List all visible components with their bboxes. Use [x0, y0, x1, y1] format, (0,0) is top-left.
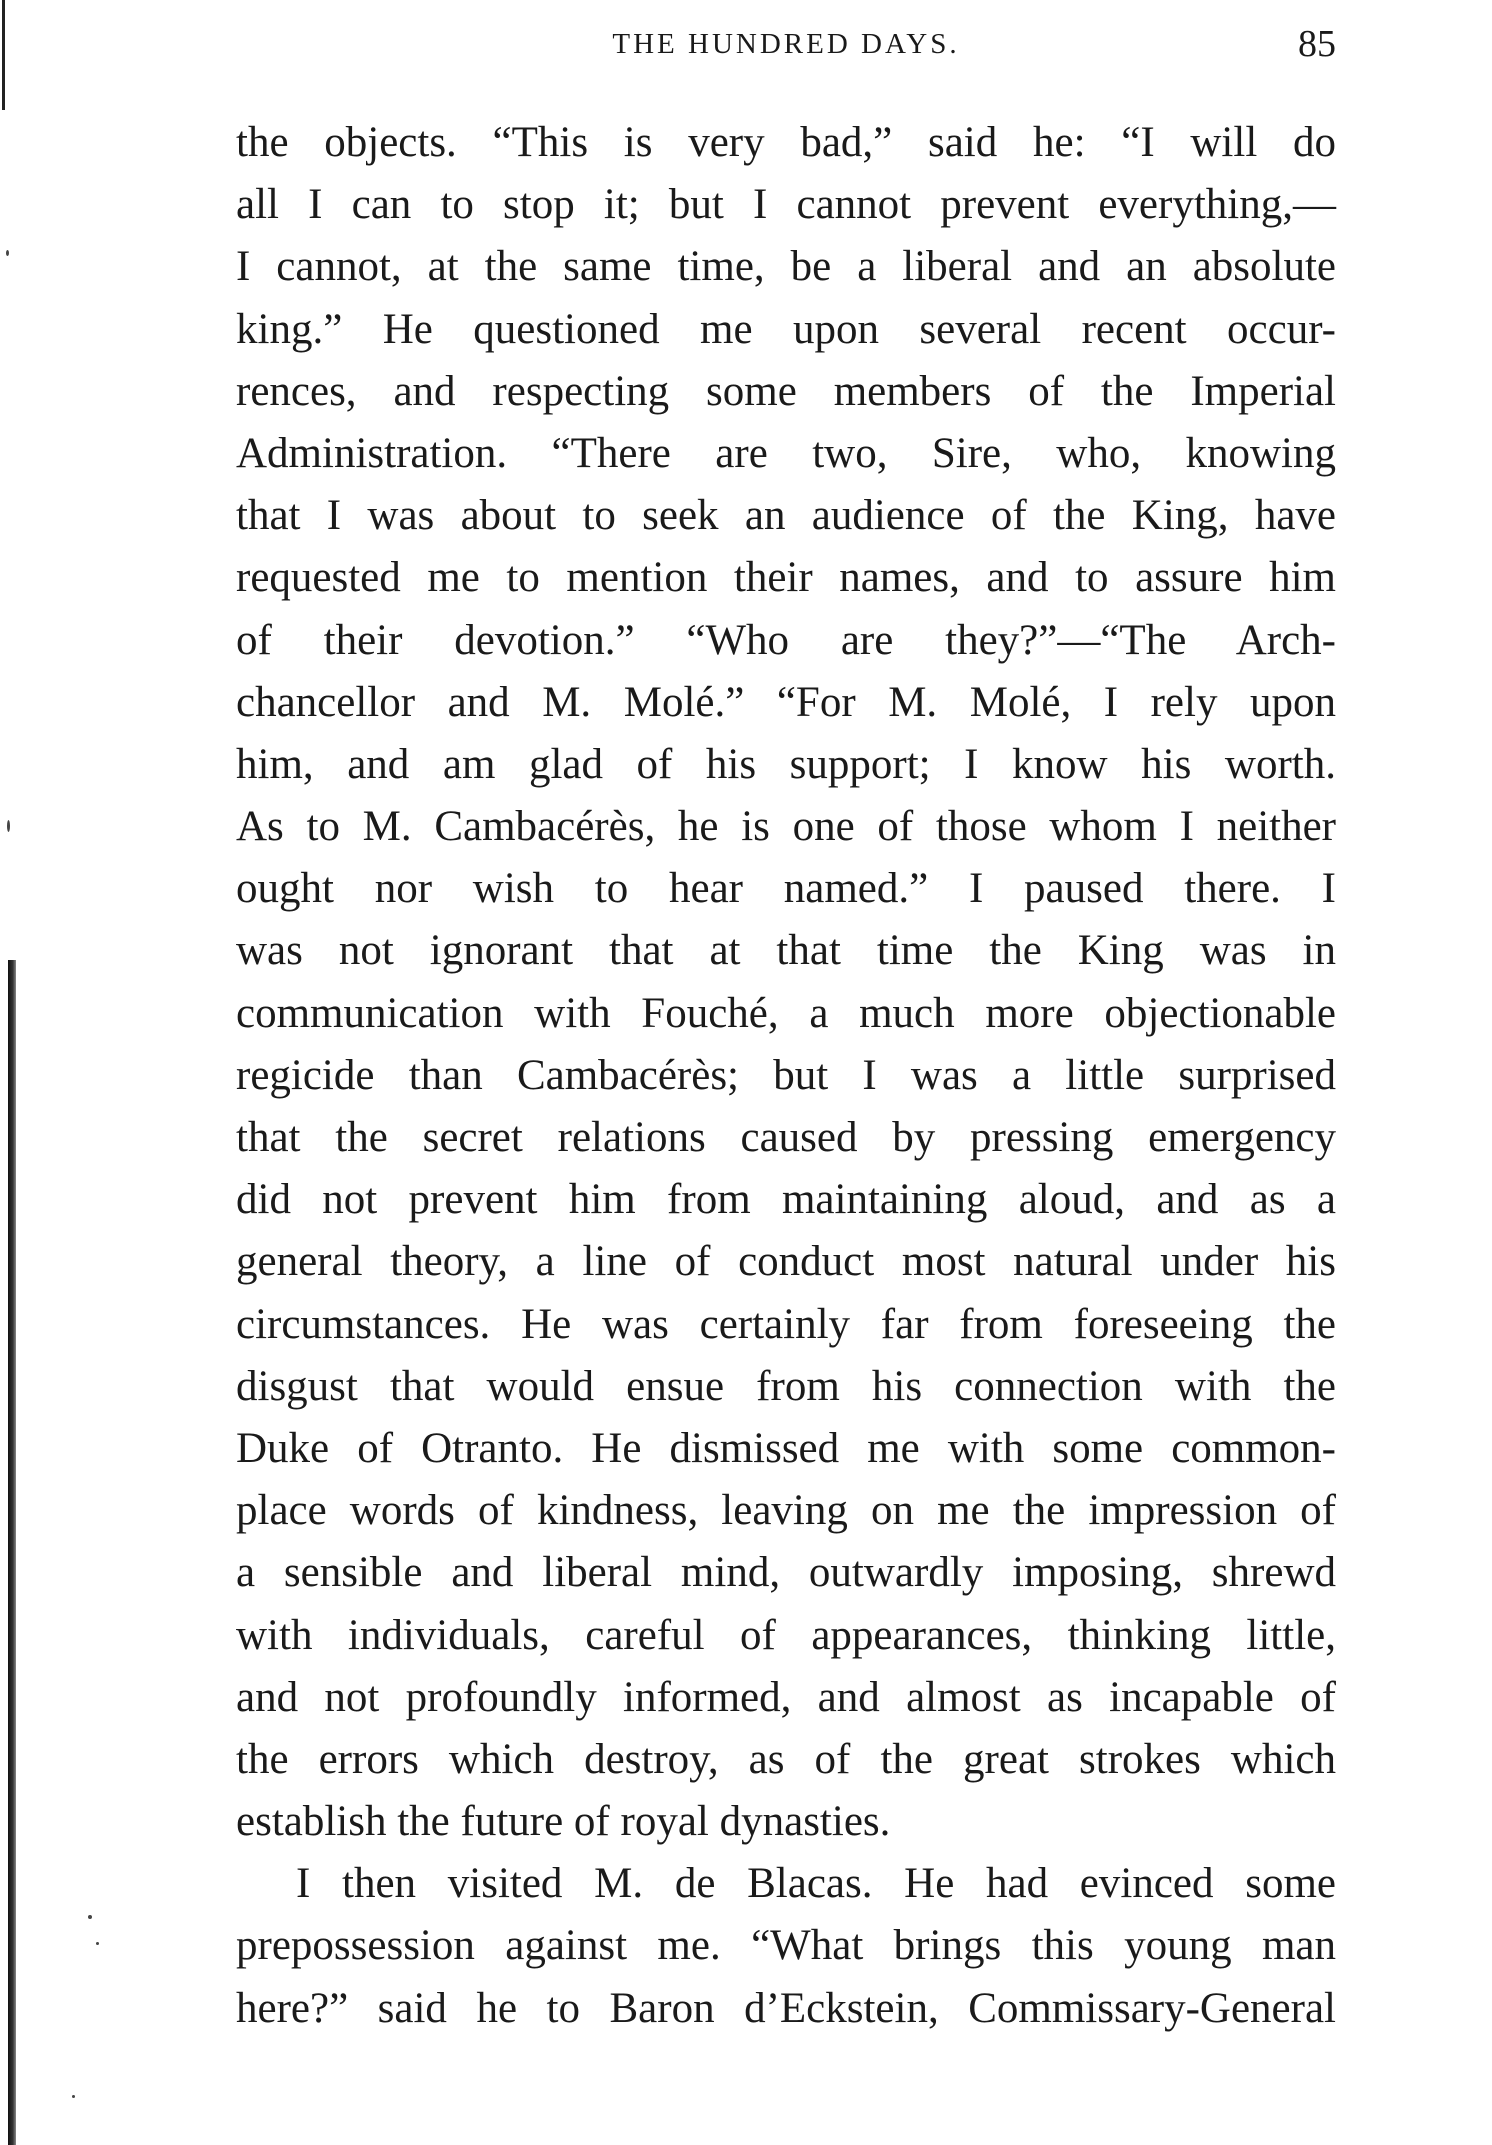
text-line: circumstances. He was certainly far from foreseeing the [236, 1300, 1336, 1348]
running-head: THE HUNDRED DAYS. [612, 28, 960, 60]
text-line: requested me to mention their names, and to assure him [236, 554, 1336, 602]
text-line: Administration. “There are two, Sire, who, knowing [236, 429, 1336, 477]
text-line: him, and am glad of his support; I know his worth. [236, 740, 1336, 788]
text-line: the objects. “This is very bad,” said he: “I will do [236, 119, 1336, 166]
text-line: the errors which destroy, as of the great strokes which [236, 1735, 1336, 1783]
text-line: prepossession against me. “What brings this young man [236, 1922, 1336, 1970]
text-line: that I was about to seek an audience of the King, have [236, 492, 1336, 540]
speck [96, 1942, 99, 1945]
text-line: Duke of Otranto. He dismissed me with some common- [236, 1424, 1336, 1472]
text-line: rences, and respecting some members of the Imperial [236, 367, 1336, 415]
page-number: 85 [1298, 23, 1336, 65]
speck [72, 2095, 75, 2098]
text-line: communication with Fouché, a much more objectionable [236, 989, 1336, 1037]
text-line: was not ignorant that at that time the King was in [236, 927, 1336, 975]
text-line: disgust that would ensue from his connection with the [236, 1362, 1336, 1410]
text-line: here?” said he to Baron d’Eckstein, Commissary-General [236, 1984, 1336, 2032]
text-line: place words of kindness, leaving on me the impression of [236, 1487, 1336, 1535]
text-line: I cannot, at the same time, be a liberal and an absolute [236, 243, 1336, 291]
text-line: chancellor and M. Molé.” “For M. Molé, I rely upon [236, 678, 1336, 726]
binding-shadow [8, 960, 16, 2145]
text-line: general theory, a line of conduct most natural under his [236, 1238, 1336, 1286]
speck [7, 820, 10, 832]
text-line: king.” He questioned me upon several recent occur- [236, 305, 1336, 353]
speck [88, 1915, 92, 1919]
text-line: did not prevent him from maintaining aloud, and as a [236, 1176, 1336, 1224]
text-line: of their devotion.” “Who are they?”—“The Arch- [236, 616, 1336, 664]
text-line: all I can to stop it; but I cannot prevent everything,— [236, 181, 1336, 229]
body-text [236, 112, 1336, 2040]
text-line: regicide than Cambacérès; but I was a little surprised [236, 1051, 1336, 1099]
speck [6, 250, 9, 256]
text-line: that the secret relations caused by pressing emergency [236, 1114, 1336, 1161]
binding-mark [2, 0, 5, 110]
paragraph-end-line: establish the future of royal dynasties. [236, 1798, 891, 1846]
text-line: As to M. Cambacérès, he is one of those whom I neither [236, 803, 1336, 851]
paragraph-first-line: I then visited M. de Blacas. He had evinced some [296, 1860, 1336, 1908]
text-line: a sensible and liberal mind, outwardly imposing, shrewd [236, 1549, 1336, 1597]
text-line: ought nor wish to hear named.” I paused there. I [236, 865, 1336, 913]
text-line: and not profoundly informed, and almost as incapable of [236, 1673, 1336, 1721]
text-line: with individuals, careful of appearances, thinking little, [236, 1611, 1336, 1659]
page-header [236, 22, 1336, 82]
